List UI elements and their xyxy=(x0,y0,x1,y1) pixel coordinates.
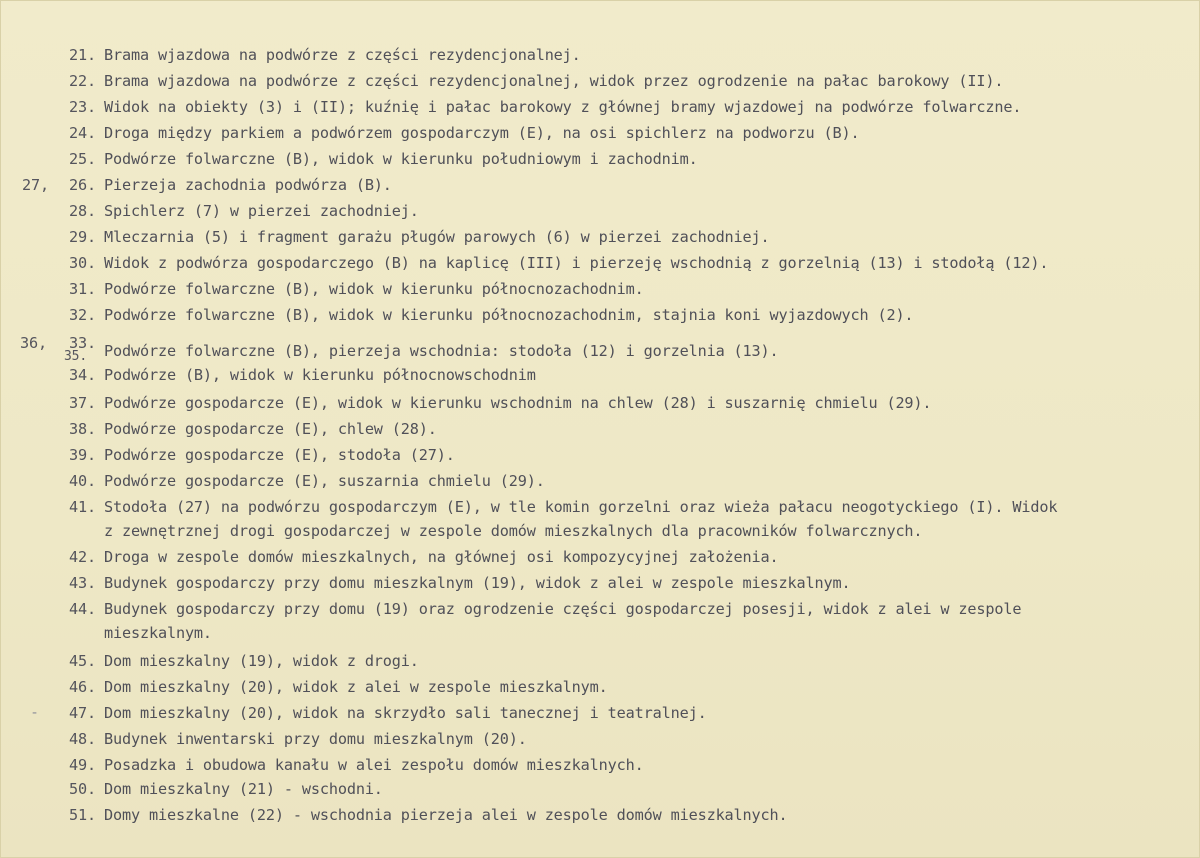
list-item-continuation xyxy=(0,620,1200,646)
item-text: Posadzka i obudowa kanału w alei zespołu domów mieszkalnych. xyxy=(104,756,644,774)
item-text: Podwórze folwarczne (B), widok w kierunku północnozachodnim, stajnia koni wyjazdowych (2). xyxy=(104,306,914,324)
item-text: Podwórze gospodarcze (E), chlew (28). xyxy=(104,420,437,438)
item-text: Podwórze folwarczne (B), widok w kierunku południowym i zachodnim. xyxy=(104,150,698,168)
item-text: Budynek gospodarczy przy domu (19) oraz ogrodzenie części gospodarczej posesji, widok z alei w zespole xyxy=(104,600,1022,618)
list-item xyxy=(0,544,1200,570)
item-text: Dom mieszkalny (20), widok z alei w zespole mieszkalnym. xyxy=(104,678,608,696)
item-text: Brama wjazdowa na podwórze z części rezydencjonalnej, widok przez ogrodzenie na pałac barokowy (II). xyxy=(104,72,1004,90)
item-text: Spichlerz (7) w pierzei zachodniej. xyxy=(104,202,419,220)
item-text: Droga w zespole domów mieszkalnych, na głównej osi kompozycyjnej założenia. xyxy=(104,548,779,566)
pencil-mark: - xyxy=(32,705,37,721)
list-item xyxy=(0,172,1200,198)
item-number: 47. xyxy=(69,704,96,722)
list-item xyxy=(0,120,1200,146)
item-number: 39. xyxy=(69,446,96,464)
item-text: mieszkalnym. xyxy=(104,624,212,642)
list-item xyxy=(0,494,1200,520)
item-text: Podwórze folwarczne (B), widok w kierunku północnozachodnim. xyxy=(104,280,644,298)
item-number: 43. xyxy=(69,574,96,592)
item-text: Brama wjazdowa na podwórze z części rezydencjonalnej. xyxy=(104,46,581,64)
list-item xyxy=(0,94,1200,120)
item-number: 41. xyxy=(69,498,96,516)
margin-note-27: 27, xyxy=(22,176,49,194)
item-number: 21. xyxy=(69,46,96,64)
list-item xyxy=(0,276,1200,302)
item-number: 51. xyxy=(69,806,96,824)
item-number: 22. xyxy=(69,72,96,90)
item-text: Domy mieszkalne (22) - wschodnia pierzeja alei w zespole domów mieszkalnych. xyxy=(104,806,788,824)
item-number: 38. xyxy=(69,420,96,438)
list-item xyxy=(0,776,1200,802)
item-text: Podwórze (B), widok w kierunku północnowschodnim xyxy=(104,366,536,384)
item-text: Pierzeja zachodnia podwórza (B). xyxy=(104,176,392,194)
list-item xyxy=(0,302,1200,328)
item-number: 33. xyxy=(69,334,96,352)
item-text: Podwórze folwarczne (B), pierzeja wschodnia: stodoła (12) i gorzelnia (13). xyxy=(104,342,779,360)
list-item xyxy=(0,700,1200,726)
list-item xyxy=(0,596,1200,622)
list-item xyxy=(0,198,1200,224)
item-text: Widok na obiekty (3) i (II); kuźnię i pałac barokowy z głównej bramy wjazdowej na podwórze folwarczne. xyxy=(104,98,1022,116)
item-number: 49. xyxy=(69,756,96,774)
item-number: 50. xyxy=(69,780,96,798)
item-number: 48. xyxy=(69,730,96,748)
item-text: Dom mieszkalny (21) - wschodni. xyxy=(104,780,383,798)
item-number: 44. xyxy=(69,600,96,618)
item-number: 28. xyxy=(69,202,96,220)
list-item xyxy=(0,416,1200,442)
item-text: Dom mieszkalny (20), widok na skrzydło sali tanecznej i teatralnej. xyxy=(104,704,707,722)
item-text: z zewnętrznej drogi gospodarczej w zespole domów mieszkalnych dla pracowników folwarcznych. xyxy=(104,522,923,540)
list-item xyxy=(0,726,1200,752)
list-item xyxy=(0,648,1200,674)
item-number: 25. xyxy=(69,150,96,168)
list-item xyxy=(0,250,1200,276)
item-text: Podwórze gospodarcze (E), suszarnia chmielu (29). xyxy=(104,472,545,490)
list-item xyxy=(0,362,1200,388)
list-item xyxy=(0,42,1200,68)
item-number: 34. xyxy=(69,366,96,384)
item-number: 45. xyxy=(69,652,96,670)
list-item xyxy=(0,334,1200,364)
item-number: 24. xyxy=(69,124,96,142)
item-text: Podwórze gospodarcze (E), widok w kierunku wschodnim na chlew (28) i suszarnię chmielu (29). xyxy=(104,394,932,412)
item-number: 26. xyxy=(69,176,96,194)
list-item xyxy=(0,570,1200,596)
item-number: 23. xyxy=(69,98,96,116)
item-text: Stodoła (27) na podwórzu gospodarczym (E), w tle komin gorzelni oraz wieża pałacu neogotyckiego (I). Widok xyxy=(104,498,1058,516)
list-item xyxy=(0,674,1200,700)
list-item-continuation xyxy=(0,518,1200,544)
item-number: 42. xyxy=(69,548,96,566)
item-number: 37. xyxy=(69,394,96,412)
item-number: 29. xyxy=(69,228,96,246)
item-number: 32. xyxy=(69,306,96,324)
item-number: 46. xyxy=(69,678,96,696)
item-number: 30. xyxy=(69,254,96,272)
item-text: Dom mieszkalny (19), widok z drogi. xyxy=(104,652,419,670)
margin-note-35: 35. xyxy=(64,349,88,364)
item-number: 40. xyxy=(69,472,96,490)
list-item xyxy=(0,442,1200,468)
item-number: 31. xyxy=(69,280,96,298)
item-text: Droga między parkiem a podwórzem gospodarczym (E), na osi spichlerz na podworzu (B). xyxy=(104,124,860,142)
item-text: Budynek inwentarski przy domu mieszkalnym (20). xyxy=(104,730,527,748)
list-item xyxy=(0,390,1200,416)
item-text: Mleczarnia (5) i fragment garażu pługów parowych (6) w pierzei zachodniej. xyxy=(104,228,770,246)
item-text: Podwórze gospodarcze (E), stodoła (27). xyxy=(104,446,455,464)
item-text: Widok z podwórza gospodarczego (B) na kaplicę (III) i pierzeję wschodnią z gorzelnią (13) i stodołą (12). xyxy=(104,254,1049,272)
list-item xyxy=(0,802,1200,828)
item-text: Budynek gospodarczy przy domu mieszkalnym (19), widok z alei w zespole mieszkalnym. xyxy=(104,574,851,592)
margin-note-36: 36, xyxy=(20,334,47,352)
list-item xyxy=(0,468,1200,494)
list-item xyxy=(0,224,1200,250)
list-item xyxy=(0,68,1200,94)
list-item xyxy=(0,146,1200,172)
list-item xyxy=(0,752,1200,778)
